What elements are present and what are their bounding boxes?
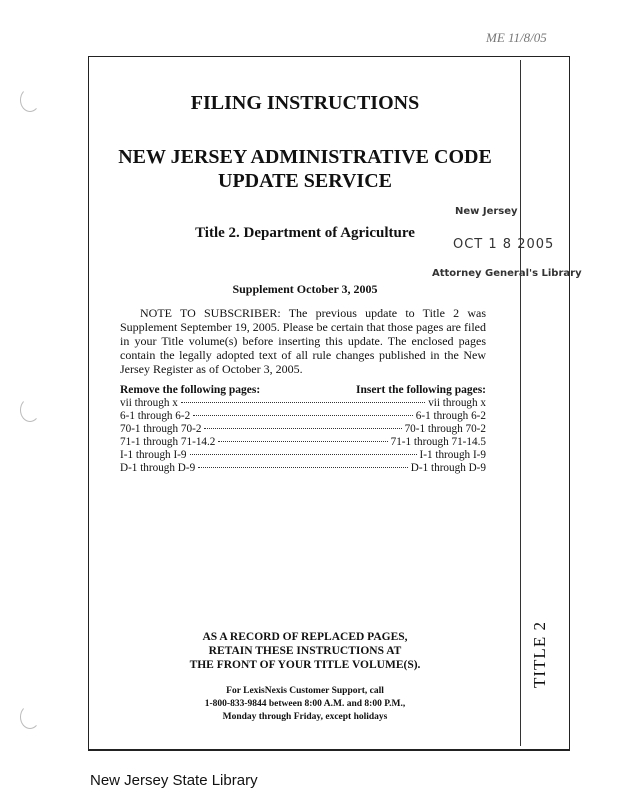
handwritten-note: ME 11/8/05 — [486, 30, 547, 45]
insert-pages: vii through x — [428, 397, 486, 409]
remove-heading: Remove the following pages: — [120, 384, 261, 396]
retain-line-3: THE FRONT OF YOUR TITLE VOLUME(S). — [189, 659, 421, 671]
filing-instructions-title: FILING INSTRUCTIONS — [190, 92, 420, 114]
punch-hole-top — [20, 88, 40, 112]
supplement-date: Supplement October 3, 2005 — [232, 282, 378, 296]
insert-pages: D-1 through D-9 — [410, 462, 486, 474]
remove-pages: I-1 through I-9 — [120, 449, 187, 461]
code-title-line-1: NEW JERSEY ADMINISTRATIVE CODE — [118, 146, 492, 168]
remove-pages: 70-1 through 70-2 — [120, 423, 202, 435]
insert-pages: 70-1 through 70-2 — [404, 423, 486, 435]
insert-pages: I-1 through I-9 — [419, 449, 486, 461]
leader-dots — [193, 415, 413, 416]
leader-dots — [190, 454, 417, 455]
retain-line-1: AS A RECORD OF REPLACED PAGES, — [202, 631, 408, 643]
punch-hole-middle — [20, 398, 40, 422]
leader-dots — [181, 402, 425, 403]
leader-dots — [204, 428, 401, 429]
support-line-3: Monday through Friday, except holidays — [222, 712, 388, 722]
insert-pages: 6-1 through 6-2 — [415, 410, 486, 422]
list-item — [120, 436, 486, 449]
code-title-line-2: UPDATE SERVICE — [218, 170, 392, 192]
leader-dots — [218, 441, 387, 442]
support-line-2: 1-800-833-9844 between 8:00 A.M. and 8:00 P.M., — [204, 699, 406, 709]
department-title: Title 2. Department of Agriculture — [195, 225, 415, 241]
page-replacement-list — [120, 397, 486, 475]
remove-pages: vii through x — [120, 397, 178, 409]
subscriber-note: NOTE TO SUBSCRIBER: The previous update to Title 2 was Supplement September 19, 2005. Please be certain that those pages are filed in your Title volume(s) before inserting this update. The enclosed pages contain the legally adopted text of all rule changes published in the New Jersey Register as of October 3, 2005. — [120, 306, 486, 376]
list-item — [120, 462, 486, 475]
replace-header — [120, 384, 486, 396]
stamp-date: OCT 1 8 2005 — [453, 237, 555, 252]
remove-pages: 6-1 through 6-2 — [120, 410, 191, 422]
stamp-library: Attorney General's Library — [432, 268, 582, 279]
retain-line-2: RETAIN THESE INSTRUCTIONS AT — [208, 645, 402, 657]
leader-dots — [198, 467, 408, 468]
title-tab-label: TITLE 2 — [530, 621, 549, 689]
remove-pages: 71-1 through 71-14.2 — [120, 436, 216, 448]
support-line-1: For LexisNexis Customer Support, call — [226, 686, 384, 696]
tab-divider-line — [520, 60, 521, 746]
remove-pages: D-1 through D-9 — [120, 462, 196, 474]
library-watermark: New Jersey State Library — [90, 772, 258, 789]
retain-notice — [100, 630, 510, 672]
stamp-name: New Jersey — [455, 206, 518, 217]
insert-heading: Insert the following pages: — [355, 384, 486, 396]
insert-pages: 71-1 through 71-14.5 — [390, 436, 486, 448]
punch-hole-bottom — [20, 705, 40, 729]
code-title — [90, 145, 520, 193]
list-item — [120, 397, 486, 410]
list-item — [120, 449, 486, 462]
list-item — [120, 423, 486, 436]
list-item — [120, 410, 486, 423]
customer-support — [100, 685, 510, 724]
